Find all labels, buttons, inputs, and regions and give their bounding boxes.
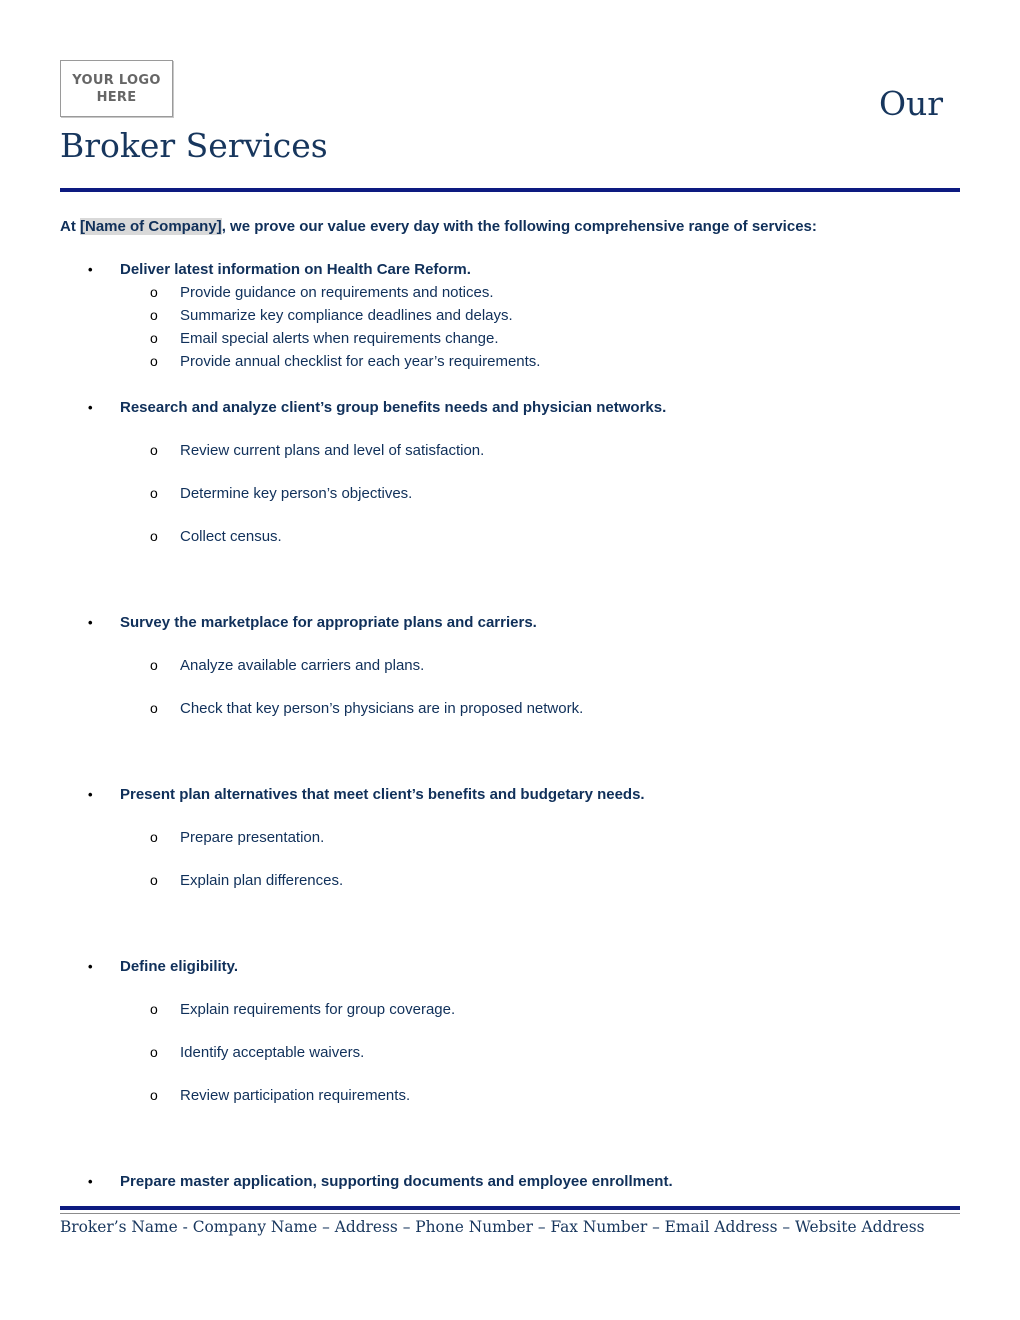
sub-item [150, 829, 324, 846]
sub-item-text: Review participation requirements. [180, 1087, 411, 1104]
bullet-dot: • [88, 615, 93, 630]
sub-item [150, 1001, 455, 1018]
service-title: Present plan alternatives that meet client’s benefits and budgetary needs. [120, 786, 645, 803]
footer-contact-line: Broker’s Name - Company Name – Address – Phone Number – Fax Number – Email Address – Website Address [60, 1218, 925, 1236]
service-bullet [88, 786, 645, 803]
bullet-dot: • [88, 262, 93, 277]
sub-item-text: Explain plan differences. [180, 872, 344, 889]
service-bullet [88, 1173, 673, 1190]
sub-marker: o [150, 657, 158, 673]
service-bullet [88, 261, 471, 278]
sub-item-text: Check that key person’s physicians are in proposed network. [180, 700, 584, 717]
sub-item [150, 353, 540, 370]
intro-after: , we prove our value every day with the following comprehensive range of services: [221, 218, 817, 235]
sub-item-text: Email special alerts when requirements change. [180, 330, 499, 347]
sub-item-text: Determine key person’s objectives. [180, 485, 413, 502]
sub-item-text: Prepare presentation. [180, 829, 325, 846]
sub-marker: o [150, 442, 158, 458]
sub-marker: o [150, 307, 158, 323]
footer-rule-thin [60, 1213, 960, 1214]
intro-before: At [60, 218, 80, 235]
service-title: Research and analyze client’s group benefits needs and physician networks. [120, 399, 667, 416]
sub-item [150, 284, 494, 301]
sub-item-text: Review current plans and level of satisfaction. [180, 442, 485, 459]
service-title: Deliver latest information on Health Care Reform. [120, 261, 471, 278]
sub-marker: o [150, 1087, 158, 1103]
sub-item-text: Summarize key compliance deadlines and delays. [180, 307, 513, 324]
bullet-dot: • [88, 787, 93, 802]
intro-paragraph [60, 218, 960, 235]
bullet-dot: • [88, 1174, 93, 1189]
sub-item-text: Provide annual checklist for each year’s requirements. [180, 353, 541, 370]
footer-rule [60, 1206, 960, 1210]
sub-item-text: Analyze available carriers and plans. [180, 657, 425, 674]
sub-item [150, 485, 412, 502]
service-title: Prepare master application, supporting documents and employee enrollment. [120, 1173, 673, 1190]
sub-marker: o [150, 700, 158, 716]
sub-item [150, 700, 583, 717]
sub-marker: o [150, 485, 158, 501]
sub-item [150, 528, 282, 545]
company-name-placeholder: [Name of Company] [80, 218, 222, 235]
sub-item [150, 442, 484, 459]
service-title: Define eligibility. [120, 958, 239, 975]
sub-item-text: Provide guidance on requirements and notices. [180, 284, 494, 301]
service-bullet [88, 614, 537, 631]
bullet-dot: • [88, 959, 93, 974]
bullet-dot: • [88, 400, 93, 415]
sub-marker: o [150, 829, 158, 845]
sub-item [150, 872, 343, 889]
sub-item-text: Collect census. [180, 528, 282, 545]
sub-item [150, 1044, 364, 1061]
service-bullet [88, 399, 666, 416]
sub-item-text: Identify acceptable waivers. [180, 1044, 365, 1061]
logo-placeholder [60, 60, 173, 117]
sub-marker: o [150, 528, 158, 544]
title-our: Our [879, 84, 944, 123]
logo-line-2: HERE [96, 89, 137, 105]
service-bullet [88, 958, 238, 975]
sub-item [150, 1087, 410, 1104]
sub-marker: o [150, 330, 158, 346]
page-title: Broker Services [60, 126, 328, 165]
sub-marker: o [150, 872, 158, 888]
logo-line-1: YOUR LOGO [72, 72, 161, 88]
sub-item [150, 307, 513, 324]
sub-marker: o [150, 1044, 158, 1060]
service-title: Survey the marketplace for appropriate plans and carriers. [120, 614, 537, 631]
sub-item [150, 657, 424, 674]
header-rule [60, 188, 960, 192]
sub-marker: o [150, 284, 158, 300]
sub-marker: o [150, 353, 158, 369]
sub-item [150, 330, 499, 347]
sub-marker: o [150, 1001, 158, 1017]
sub-item-text: Explain requirements for group coverage. [180, 1001, 456, 1018]
